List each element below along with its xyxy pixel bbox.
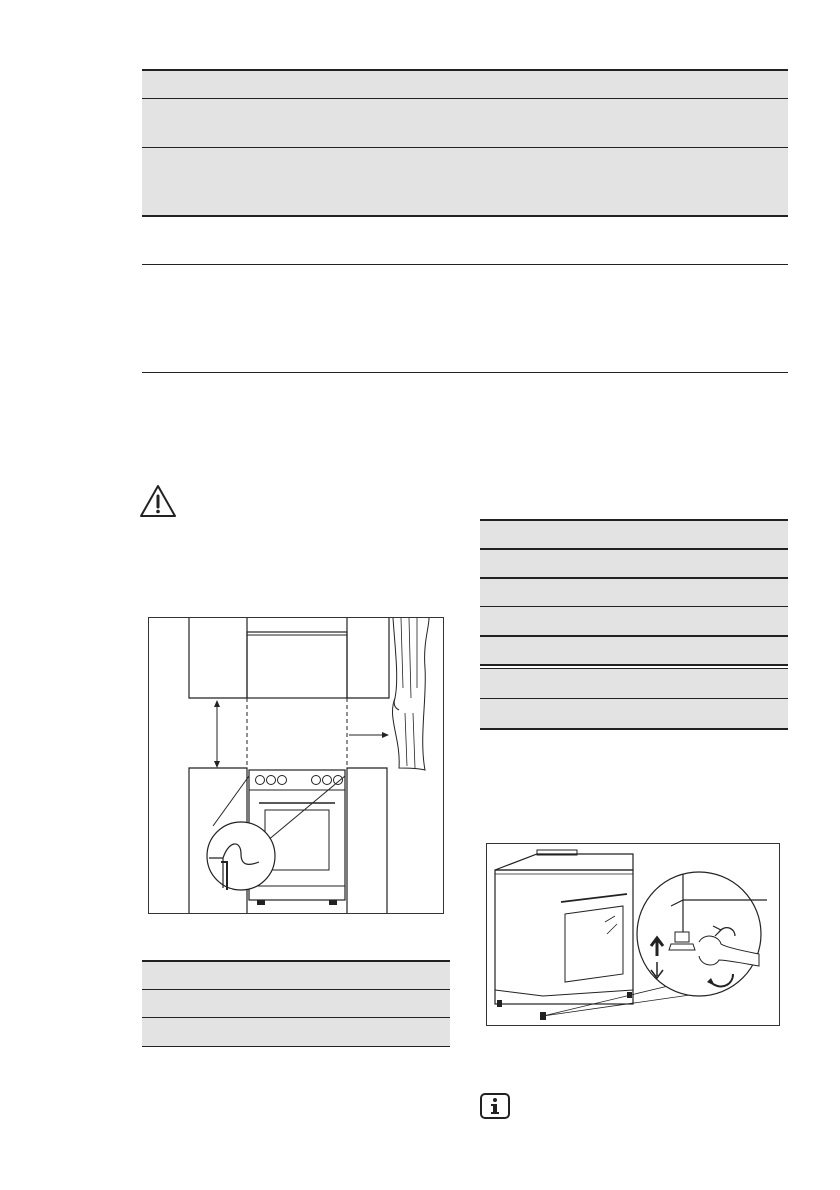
table-row <box>142 265 788 372</box>
table-row <box>480 607 788 635</box>
table-bottom-rule <box>480 728 788 730</box>
table-row <box>142 1018 450 1046</box>
warning-triangle-icon <box>138 483 178 519</box>
levelling-feet-figure <box>486 843 780 1026</box>
table-row <box>480 669 788 698</box>
info-icon <box>479 1092 511 1120</box>
table-row <box>142 990 450 1017</box>
table-row <box>142 71 788 98</box>
table-row <box>480 699 788 728</box>
table-row <box>142 99 788 147</box>
table-row <box>142 148 788 215</box>
table-row-rule <box>480 664 788 666</box>
installation-clearance-figure <box>148 617 444 914</box>
table-row <box>480 550 788 577</box>
table-row <box>142 962 450 989</box>
table-bottom-rule <box>142 1046 450 1047</box>
table-row <box>480 637 788 664</box>
table-bottom-rule <box>142 372 788 373</box>
table-row <box>142 217 788 264</box>
table-row <box>480 521 788 548</box>
table-row <box>480 579 788 606</box>
